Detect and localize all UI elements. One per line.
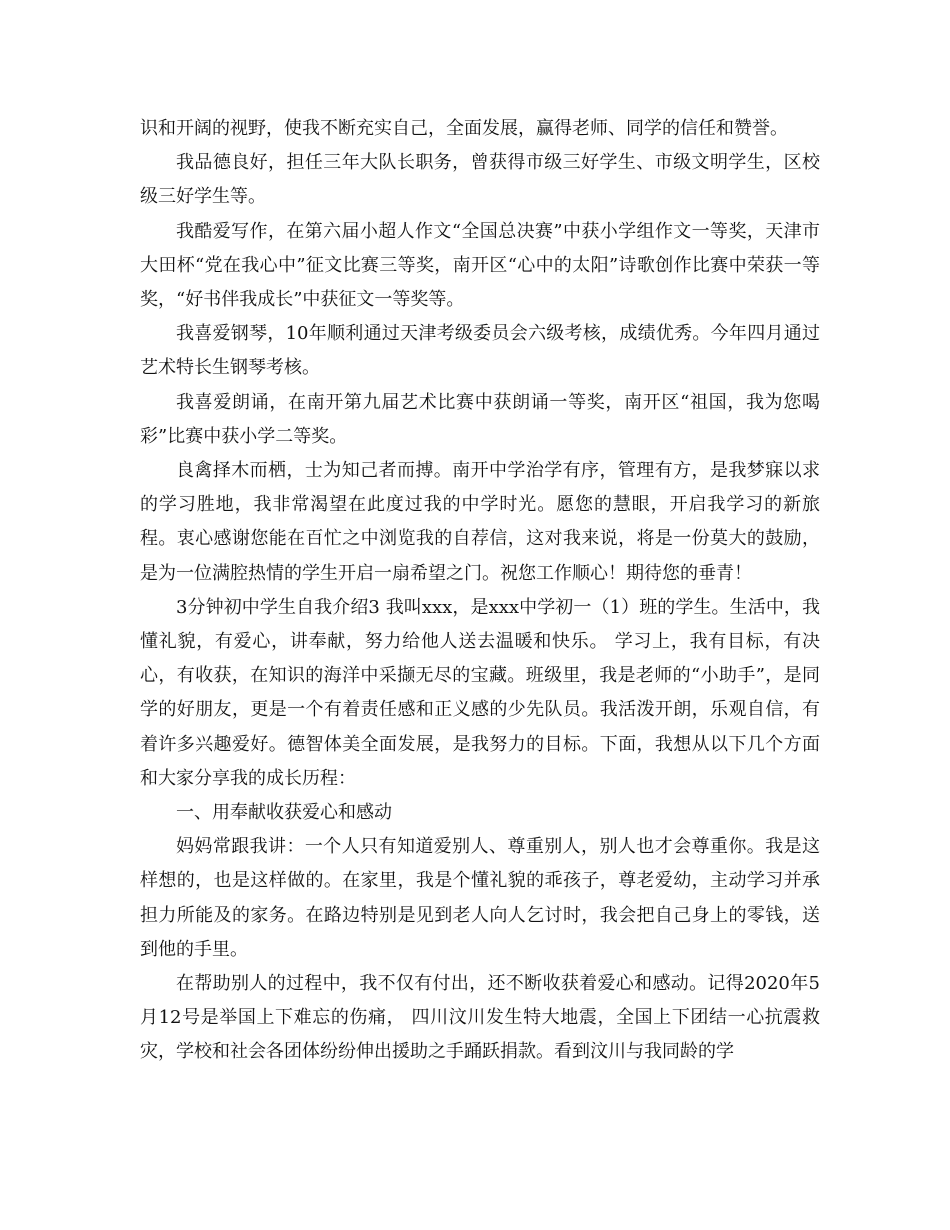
paragraph-6: 良禽择木而栖，士为知己者而搏。南开中学治学有序，管理有方，是我梦寐以求的学习胜地，我非常渴望在此度过我的中学时光。愿您的慧眼，开启我学习的新旅程。衷心感谢您能在百忙之中浏览我的自荐信，这对我来说，将是一份莫大的鼓励，是为一位满腔热情的学生开启一扇希望之门。祝您工作顺心！期待您的垂青！ <box>140 460 820 584</box>
paragraph-5: 我喜爱朗诵，在南开第九届艺术比赛中获朗诵一等奖，南开区“祖国，我为您喝彩”比赛中获小学二等奖。 <box>140 391 820 447</box>
paragraph-10: 在帮助别人的过程中，我不仅有付出，还不断收获着爱心和感动。记得2020年5月12号是举国上下难忘的伤痛， 四川汶川发生特大地震，全国上下团结一心抗震救灾，学校和社会各团体纷纷伸出援助之手踊跃捐款。看到汶川与我同龄的学 <box>140 973 820 1063</box>
paragraph-3: 我酷爱写作，在第六届小超人作文“全国总决赛”中获小学组作文一等奖，天津市大田杯“党在我心中”征文比赛三等奖，南开区“心中的太阳”诗歌创作比赛中荣获一等奖，“好书伴我成长”中获征文一等奖等。 <box>140 220 820 311</box>
paragraph-4: 我喜爱钢琴，10年顺利通过天津考级委员会六级考核，成绩优秀。今年四月通过艺术特长生钢琴考核。 <box>140 323 820 379</box>
paragraph-2: 我品德良好，担任三年大队长职务，曾获得市级三好学生、市级文明学生，区校级三好学生等。 <box>140 152 820 208</box>
paragraph-9: 妈妈常跟我讲：一个人只有知道爱别人、尊重别人，别人也才会尊重你。我是这样想的，也是这样做的。在家里，我是个懂礼貌的乖孩子，尊老爱幼，主动学习并承担力所能及的家务。在路边特别是见到老人向人乞讨时，我会把自己身上的零钱，送到他的手里。 <box>140 836 820 960</box>
paragraph-7: 3分钟初中学生自我介绍3 我叫xxx，是xxx中学初一（1）班的学生。生活中，我懂礼貌，有爱心，讲奉献，努力给他人送去温暖和快乐。 学习上，我有目标，有决心，有收获，在知识的海洋中采撷无尽的宝藏。班级里，我是老师的“小助手”，是同学的好朋友，更是一个有着责任感和正义感的少先队员。我活泼开朗，乐观自信，有着许多兴趣爱好。德智体美全面发展，是我努力的目标。下面，我想从以下几个方面和大家分享我的成长历程： <box>140 596 820 789</box>
section-heading: 一、用奉献收获爱心和感动 <box>176 802 392 824</box>
document-body <box>140 112 820 1070</box>
paragraph-1: 识和开阔的视野，使我不断充实自己，全面发展，赢得老师、同学的信任和赞誉。 <box>140 118 788 139</box>
